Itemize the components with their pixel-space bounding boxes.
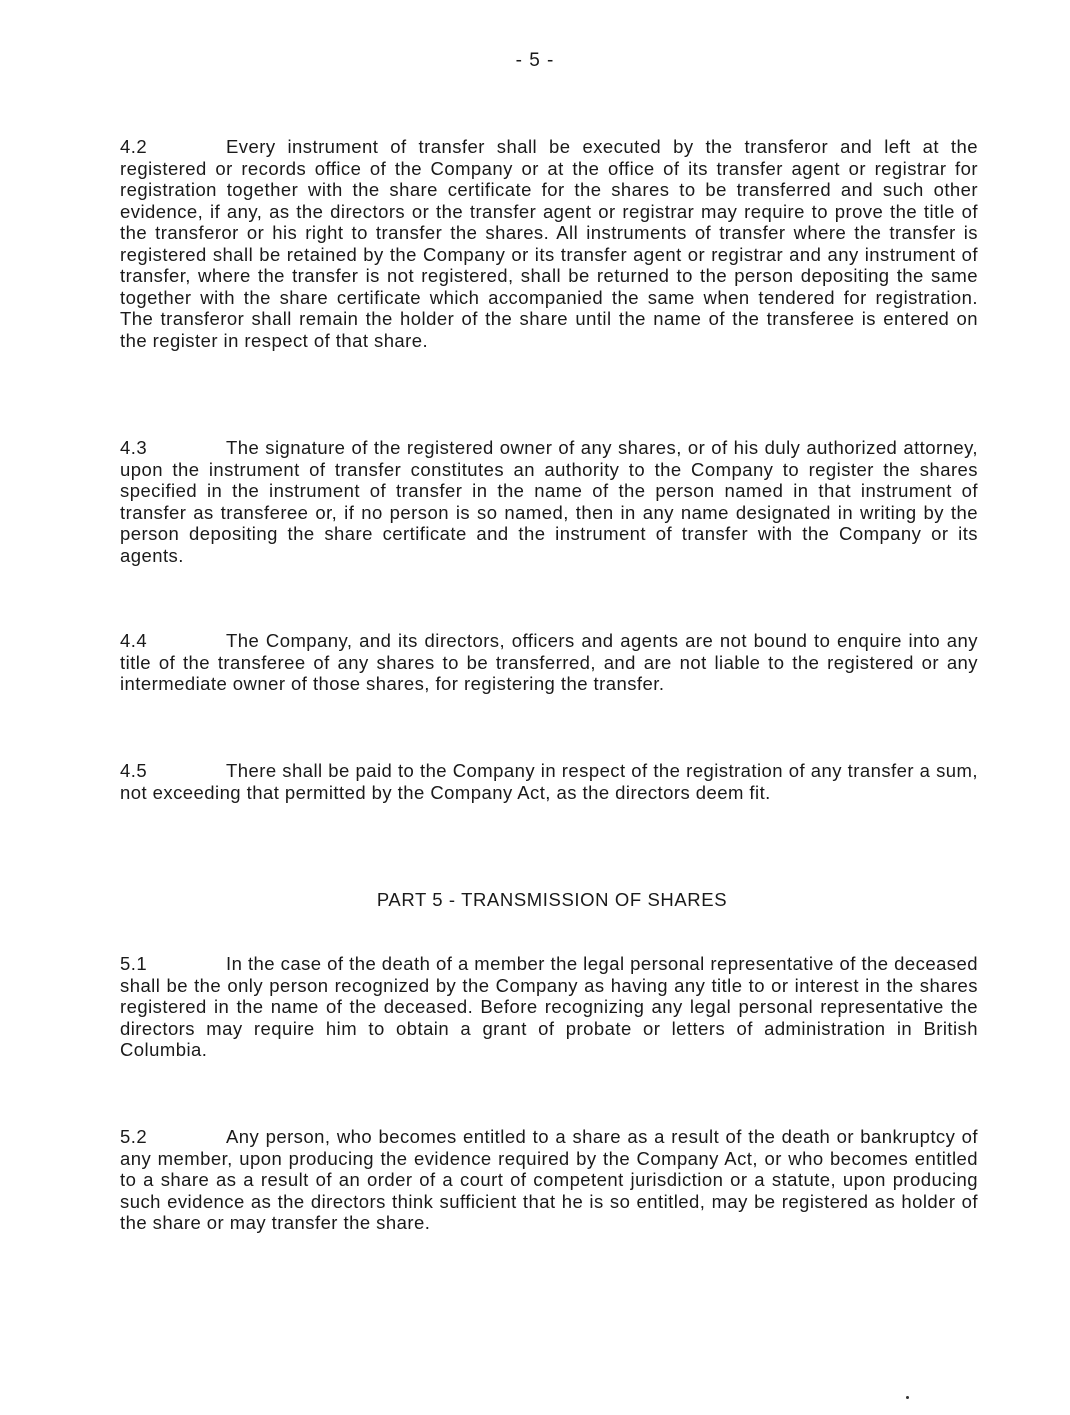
section-text: Every instrument of transfer shall be executed by the transferor and left at the registered or records office of the Company or at the office of its transfer agent or registrar for registration together with the share certificate for the shares to be transferred and such other evidence, if any, as the directors or the transfer agent or registrar may require to prove the title of the transferor or his right to transfer the shares. All instruments of transfer where the transfer is registered shall be retained by the Company or its transfer agent or registrar and any instrument of transfer, where the transfer is not registered, shall be returned to the person depositing the same together with the share certificate which accompanied the same when tendered for registration. The transferor shall remain the holder of the share until the name of the transferee is entered on the register in respect of that share.	[120, 136, 978, 351]
section-number: 5.1	[120, 953, 148, 974]
section-number: 4.3	[120, 437, 148, 458]
section-4-5	[120, 760, 978, 803]
section-text: Any person, who becomes entitled to a share as a result of the death or bankruptcy of any member, upon producing the evidence required by the Company Act, or who becomes entitled to a share as a result of an order of a court of competent jurisdiction or a statute, upon producing such evidence as the directors think sufficient that he is so entitled, may be registered as holder of the share or may transfer the share.	[120, 1126, 978, 1233]
section-4-4	[120, 630, 978, 695]
part-heading: PART 5 - TRANSMISSION OF SHARES	[376, 889, 728, 910]
section-number: 4.4	[120, 630, 148, 651]
section-5-2	[120, 1126, 978, 1234]
section-number: 4.2	[120, 136, 148, 157]
section-4-3	[120, 437, 978, 566]
section-text: There shall be paid to the Company in respect of the registration of any transfer a sum, not exceeding that permitted by the Company Act, as the directors deem fit.	[120, 760, 978, 803]
scan-speck	[906, 1396, 909, 1399]
section-5-1	[120, 953, 978, 1061]
section-text: The signature of the registered owner of any shares, or of his duly authorized attorney, upon the instrument of transfer constitutes an authority to the Company to register the shares specified in the instrument of transfer in the name of the person named in that instrument of transfer as transferee or, if no person is so named, then in any name designated in writing by the person depositing the share certificate and the instrument of transfer with the Company or its agents.	[120, 437, 978, 566]
section-number: 4.5	[120, 760, 148, 781]
page-number: - 5 -	[515, 50, 555, 71]
section-4-2	[120, 136, 978, 351]
section-text: The Company, and its directors, officers and agents are not bound to enquire into any title of the transferee of any shares to be transferred, and are not liable to the registered or any intermediate owner of those shares, for registering the transfer.	[120, 630, 978, 694]
section-number: 5.2	[120, 1126, 148, 1147]
section-text: In the case of the death of a member the legal personal representative of the deceased shall be the only person recognized by the Company as having any title to or interest in the shares registered in the name of the deceased. Before recognizing any legal personal representative the directors may require him to obtain a grant of probate or letters of administration in British Columbia.	[120, 953, 978, 1060]
